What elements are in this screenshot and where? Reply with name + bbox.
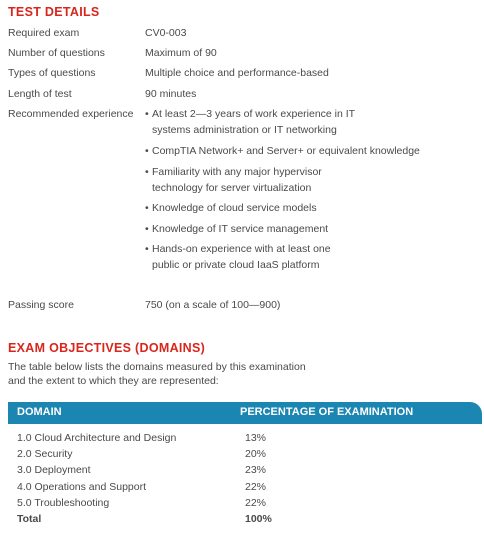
bullet-icon: • — [145, 108, 149, 120]
bullet-icon: • — [145, 223, 149, 235]
table-row-percent: 22% — [245, 497, 267, 509]
experience-item-line1: Knowledge of cloud service models — [152, 202, 317, 214]
number-of-questions-label: Number of questions — [8, 47, 105, 59]
bullet-icon: • — [145, 145, 149, 157]
table-row-domain: 4.0 Operations and Support — [17, 481, 147, 493]
experience-item-line2: technology for server virtualization — [152, 182, 312, 194]
types-of-questions-label: Types of questions — [8, 67, 96, 79]
passing-score-value: 750 (on a scale of 100—900) — [145, 299, 281, 311]
table-row-percent: 22% — [245, 481, 267, 493]
table-row-domain: 1.0 Cloud Architecture and Design — [17, 432, 177, 444]
objectives-intro-line2: and the extent to which they are represented: — [8, 375, 219, 387]
exam-objectives-heading: EXAM OBJECTIVES (DOMAINS) — [8, 341, 206, 355]
required-exam-value: CV0-003 — [145, 27, 187, 39]
bullet-icon: • — [145, 243, 149, 255]
number-of-questions-value: Maximum of 90 — [145, 47, 217, 59]
length-of-test-value: 90 minutes — [145, 88, 197, 100]
experience-item — [145, 200, 317, 216]
bullet-icon: • — [145, 202, 149, 214]
experience-item-line1: CompTIA Network+ and Server+ or equivalent knowledge — [152, 145, 420, 157]
table-total-value: 100% — [245, 513, 272, 525]
experience-item-line1: At least 2—3 years of work experience in IT — [152, 108, 356, 120]
objectives-intro-line1: The table below lists the domains measured by this examination — [8, 361, 306, 373]
table-row-percent: 23% — [245, 464, 267, 476]
experience-item-line1: Knowledge of IT service management — [152, 223, 329, 235]
bullet-icon: • — [145, 166, 149, 178]
experience-item-line1: Hands-on experience with at least one — [152, 243, 331, 255]
table-row-domain: 5.0 Troubleshooting — [17, 497, 110, 509]
objectives-intro — [8, 360, 306, 388]
table-row-percent: 20% — [245, 448, 267, 460]
experience-item-line1: Familiarity with any major hypervisor — [152, 166, 322, 178]
types-of-questions-value: Multiple choice and performance-based — [145, 67, 329, 79]
column-header-domain: DOMAIN — [17, 406, 62, 418]
experience-item — [145, 143, 420, 159]
length-of-test-label: Length of test — [8, 88, 72, 100]
experience-item — [145, 106, 355, 138]
experience-item-line2: systems administration or IT networking — [152, 124, 337, 136]
domains-table-header — [8, 402, 482, 424]
table-total-label: Total — [17, 513, 42, 525]
experience-item — [145, 164, 322, 196]
experience-item-line2: public or private cloud IaaS platform — [152, 259, 320, 271]
test-details-heading: TEST DETAILS — [8, 5, 100, 19]
table-row-domain: 2.0 Security — [17, 448, 73, 460]
table-row-percent: 13% — [245, 432, 267, 444]
experience-item — [145, 221, 328, 237]
column-header-percentage: PERCENTAGE OF EXAMINATION — [240, 406, 414, 418]
required-exam-label: Required exam — [8, 27, 80, 39]
recommended-experience-label: Recommended experience — [8, 108, 134, 120]
experience-item — [145, 241, 331, 273]
passing-score-label: Passing score — [8, 299, 74, 311]
table-row-domain: 3.0 Deployment — [17, 464, 91, 476]
